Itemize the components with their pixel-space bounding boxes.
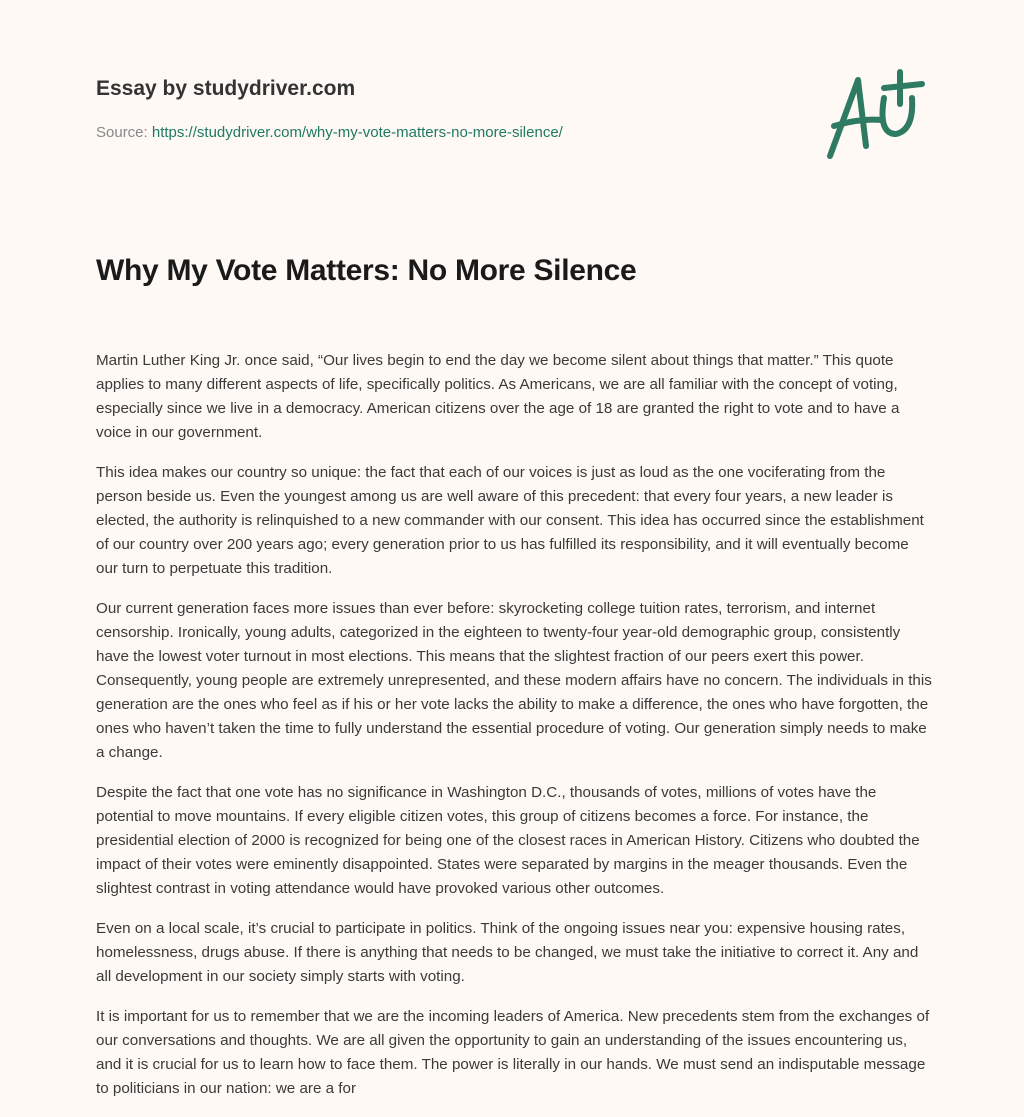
- site-brand: Essay by studydriver.com: [96, 77, 356, 100]
- article-title: Why My Vote Matters: No More Silence: [96, 254, 637, 287]
- paragraph: This idea makes our country so unique: the fact that each of our voices is just as loud as the one vociferating from the person beside us. Even the youngest among us are well aware of this precedent: that every four years, a new leader is elected, the authority is relinquished to a new commander with our consent. This idea has occurred since the establishment of our country over 200 years ago; every generation prior to us has fulfilled its responsibility, and it will eventually become our turn to perpetuate this tradition.: [96, 464, 924, 577]
- source-line: [96, 124, 563, 141]
- article-body: [96, 349, 932, 1117]
- a-plus-logo-icon: [820, 68, 930, 164]
- paragraph: Martin Luther King Jr. once said, “Our lives begin to end the day we become silent about things that matter.” This quote applies to many different aspects of life, specifically politics. As Americans, we are all familiar with the concept of voting, especially since we live in a democracy. American citizens over the age of 18 are granted the right to vote and to have a voice in our government.: [96, 352, 900, 441]
- paragraph: Even on a local scale, it’s crucial to participate in politics. Think of the ongoing issues near you: expensive housing rates, homelessness, drugs abuse. If there is anything that needs to be changed, we must take the initiative to correct it. Any and all development in our society simply starts with voting.: [96, 920, 919, 985]
- paragraph: Despite the fact that one vote has no significance in Washington D.C., thousands of votes, millions of votes have the potential to move mountains. If every eligible citizen votes, this group of citizens becomes a force. For instance, the presidential election of 2000 is recognized for being one of the closest races in American History. Citizens who doubted the impact of their votes were eminently disappointed. States were separated by margins in the meager thousands. Even the slightest contrast in voting attendance would have provoked various other outcomes.: [96, 784, 920, 897]
- source-link[interactable]: https://studydriver.com/why-my-vote-matters-no-more-silence/: [151, 124, 563, 141]
- paragraph: It is important for us to remember that we are the incoming leaders of America. New precedents stem from the exchanges of our conversations and thoughts. We are all given the opportunity to gain an understanding of the issues encountering us, and it is crucial for us to learn how to face them. The power is literally in our hands. We must send an indisputable message to politicians in our nation: we are a for: [96, 1008, 930, 1097]
- source-label: Source:: [96, 124, 148, 141]
- paragraph: Our current generation faces more issues than ever before: skyrocketing college tuition rates, terrorism, and internet censorship. Ironically, young adults, categorized in the eighteen to twenty-four year-old demographic group, consistently have the lowest voter turnout in most elections. This means that the slightest fraction of our peers exert this power. Consequently, young people are extremely unrepresented, and these modern affairs have no concern. The individuals in this generation are the ones who feel as if his or her vote lacks the ability to make a difference, the ones who have forgotten, the ones who haven’t taken the time to fully understand the essential procedure of voting. Our generation simply needs to make a change.: [96, 600, 932, 761]
